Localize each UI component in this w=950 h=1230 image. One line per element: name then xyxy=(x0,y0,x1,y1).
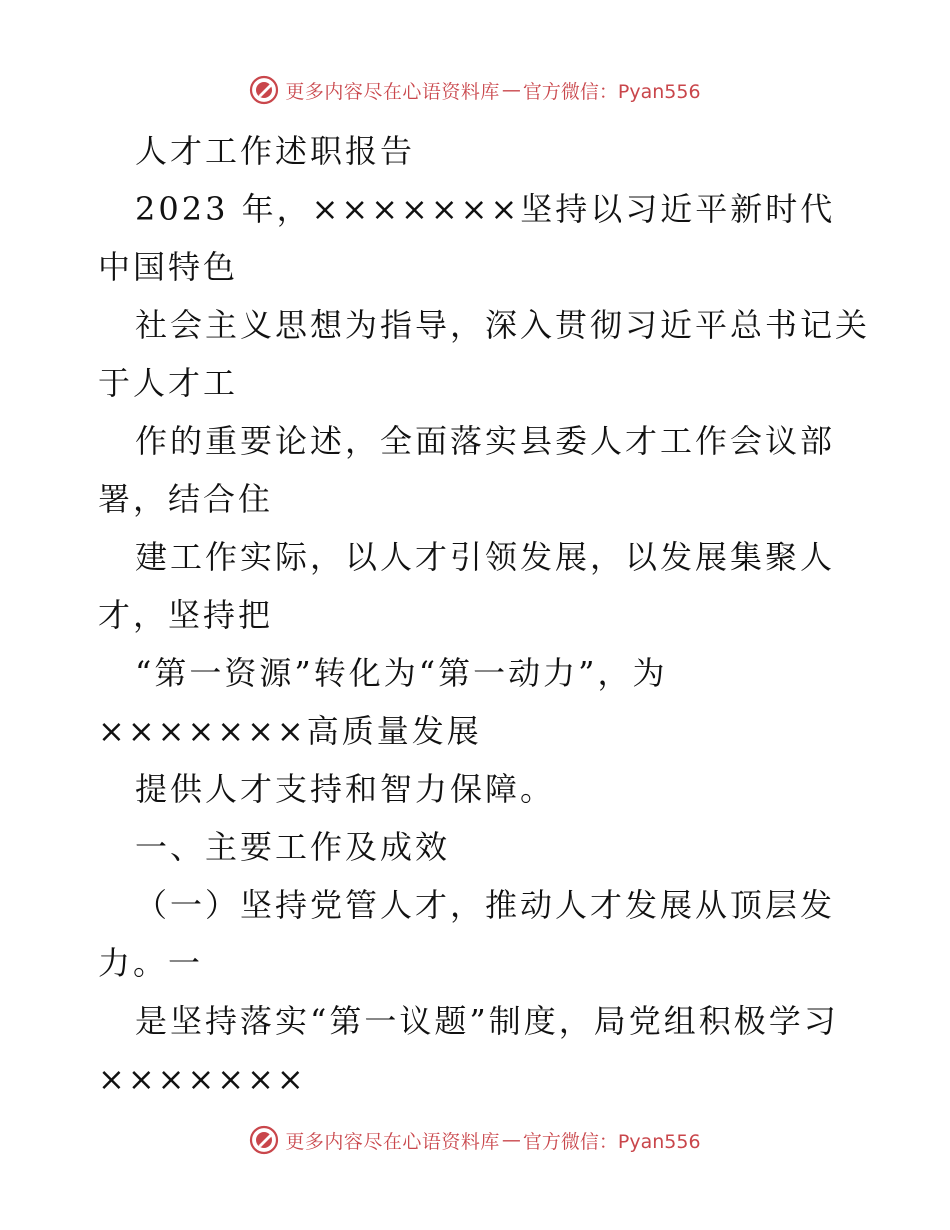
document-title: 人才工作述职报告 xyxy=(135,132,416,170)
document-body xyxy=(98,122,871,1108)
text-line: 作的重要论述，全面落实县委人才工作会议部 xyxy=(135,422,836,460)
watermark-account: 官方微信：Pyan556 xyxy=(522,80,701,103)
text-line: 2023 年，×××××××坚持以习近平新时代 xyxy=(135,190,836,228)
watermark-text: 更多内容尽在心语资料库 xyxy=(285,80,500,103)
watermark-separator: — xyxy=(501,79,521,101)
text-line: ××××××× xyxy=(98,1060,307,1098)
text-line: 是坚持落实“第一议题”制度，局党组积极学习 xyxy=(135,1002,839,1040)
header-watermark xyxy=(0,70,950,110)
pen-seal-icon xyxy=(249,75,279,105)
footer-watermark xyxy=(0,1120,950,1160)
text-line: 提供人才支持和智力保障。 xyxy=(135,770,556,808)
text-line: 建工作实际，以人才引领发展，以发展集聚人 xyxy=(135,538,836,576)
text-line: 署，结合住 xyxy=(98,480,274,518)
pen-seal-icon xyxy=(249,1125,279,1155)
text-line: 中国特色 xyxy=(98,248,239,286)
text-line: ×××××××高质量发展 xyxy=(98,712,482,750)
text-line: 一、主要工作及成效 xyxy=(135,828,451,866)
watermark-text: 更多内容尽在心语资料库 xyxy=(285,1130,500,1153)
text-line: “第一资源”转化为“第一动力”，为 xyxy=(135,654,668,692)
watermark-separator: — xyxy=(501,1129,521,1151)
text-line: 才，坚持把 xyxy=(98,596,274,634)
watermark-account: 官方微信：Pyan556 xyxy=(522,1130,701,1153)
text-line: 社会主义思想为指导，深入贯彻习近平总书记关 xyxy=(135,306,871,344)
text-line: 力。一 xyxy=(98,944,204,982)
text-line: （一）坚持党管人才，推动人才发展从顶层发 xyxy=(135,886,836,924)
text-line: 于人才工 xyxy=(98,364,239,402)
